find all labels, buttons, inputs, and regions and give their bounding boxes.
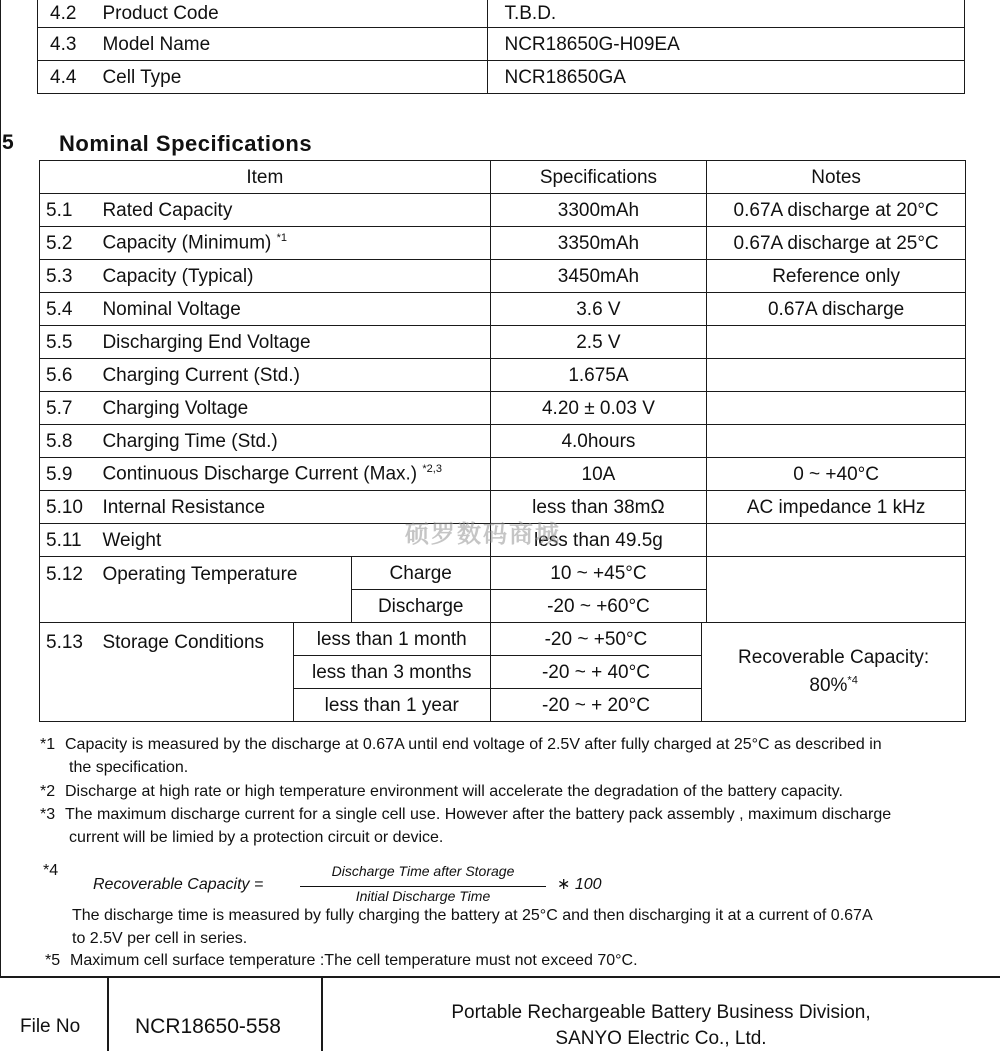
table-row [38,61,965,94]
row-item: Charging Voltage [94,392,490,425]
row-number: 4.4 [38,61,95,94]
file-no-label: File No [20,1016,81,1037]
row-item-cell [94,227,490,260]
row-number: 5.4 [40,293,95,326]
footnote-5 [45,949,995,972]
table-row [38,28,965,61]
document-footer [0,976,1000,1051]
row-item-cell [94,458,490,491]
row-number: 5.5 [40,326,95,359]
row-label: Cell Type [94,61,488,94]
row-item: Charging Time (Std.) [94,425,490,458]
sub-condition: Charge [351,557,490,590]
fraction-line [300,886,546,887]
footnote-4-text [72,904,992,950]
table-row [40,557,966,590]
row-number: 4.2 [38,0,95,28]
footnote-ref: *4 [847,674,858,687]
row-item: Charging Current (Std.) [94,359,490,392]
row-note: 0.67A discharge [707,293,966,326]
row-item: Internal Resistance [94,491,490,524]
row-value: NCR18650G-H09EA [488,28,965,61]
row-number: 5.13 [40,623,95,722]
table-row [40,260,966,293]
row-number: 5.9 [40,458,95,491]
row-spec: -20 ~ + 40°C [490,656,702,689]
header-specifications: Specifications [490,161,707,194]
table-row [40,194,966,227]
row-item: Rated Capacity [94,194,490,227]
row-note: AC impedance 1 kHz [707,491,966,524]
footnote-mark: *3 [40,806,56,823]
row-spec: 10 ~ +45°C [490,557,707,590]
row-number: 5.6 [40,359,95,392]
row-item: Operating Temperature [94,557,351,623]
row-note: 0 ~ +40°C [707,458,966,491]
footnote-text: Maximum cell surface temperature :The cell temperature must not exceed 70°C. [70,952,638,969]
footnote-text: The discharge time is measured by fully charging the battery at 25°C and then discharging it at a current of 0.67A [72,907,873,924]
note-line-2: 80% [809,675,848,696]
section-title: Nominal Specifications [59,131,313,156]
note-line-1: Recoverable Capacity: [738,646,930,668]
row-label: Model Name [94,28,488,61]
division-name: Portable Rechargeable Battery Business Division, [451,1002,871,1023]
row-note [707,524,966,557]
table-row [40,326,966,359]
footnote-1 [40,733,990,779]
table-row [40,425,966,458]
row-spec: 4.0hours [490,425,707,458]
row-number: 5.10 [40,491,95,524]
table-row [40,359,966,392]
footnote-text-cont: to 2.5V per cell in series. [72,930,248,948]
header-item: Item [40,161,491,194]
table-row [40,227,966,260]
footnote-text-cont: the specification. [69,759,189,777]
row-note [707,326,966,359]
table-row [38,0,965,28]
row-spec: -20 ~ +60°C [490,590,707,623]
row-value: T.B.D. [488,0,965,28]
footnote-text: Discharge at high rate or high temperature environment will accelerate the degradation of the battery capacity. [65,783,843,800]
row-number: 5.12 [40,557,95,623]
formula-denominator: Initial Discharge Time [355,888,491,904]
row-item: Storage Conditions [94,623,293,722]
section-number: 5 [2,131,14,154]
row-number: 4.3 [38,28,95,61]
footnote-text: The maximum discharge current for a single cell use. However after the battery pack assembly , maximum discharge [65,806,892,823]
row-spec: 3300mAh [490,194,707,227]
footnote-mark: *1 [40,736,56,753]
row-spec: less than 38mΩ [490,491,707,524]
recoverable-capacity-note [702,623,966,722]
footnote-text: Capacity is measured by the discharge at 0.67A until end voltage of 2.5V after fully charged at 25°C as described in [65,736,882,753]
company-name: SANYO Electric Co., Ltd. [555,1028,767,1049]
row-item: Capacity (Typical) [94,260,490,293]
formula-numerator: Discharge Time after Storage [331,863,515,879]
row-spec: 3350mAh [490,227,707,260]
row-item: Weight [94,524,490,557]
row-number: 5.11 [40,524,95,557]
row-spec: 3.6 V [490,293,707,326]
file-no-value: NCR18650-558 [135,1015,281,1038]
row-spec: 3450mAh [490,260,707,293]
formula-label: Recoverable Capacity = [93,876,264,893]
formula-multiplier: ∗ 100 [557,876,602,893]
page-left-border [0,0,1,976]
table-row [40,623,966,656]
row-item: Capacity (Minimum) [102,232,272,254]
footer-divider [107,978,109,1051]
row-note [707,359,966,392]
row-note [707,425,966,458]
row-note [707,557,966,623]
sub-condition: less than 1 year [293,689,490,722]
row-number: 5.2 [40,227,95,260]
row-number: 5.1 [40,194,95,227]
row-spec: -20 ~ +50°C [490,623,702,656]
watermark: 硕罗数码商城 [405,521,561,548]
table-row [40,293,966,326]
row-spec: 10A [490,458,707,491]
row-number: 5.3 [40,260,95,293]
sub-condition: less than 1 month [293,623,490,656]
row-spec: 2.5 V [490,326,707,359]
row-note: 0.67A discharge at 20°C [707,194,966,227]
row-value: NCR18650GA [488,61,965,94]
sub-condition: Discharge [351,590,490,623]
footnote-3 [40,803,990,849]
row-number: 5.7 [40,392,95,425]
table-header-row [40,161,966,194]
row-item: Continuous Discharge Current (Max.) [102,463,418,485]
row-number: 5.8 [40,425,95,458]
table-row [40,392,966,425]
row-note: Reference only [707,260,966,293]
row-label: Product Code [94,0,488,28]
row-spec: -20 ~ + 20°C [490,689,702,722]
sub-condition: less than 3 months [293,656,490,689]
row-spec: 1.675A [490,359,707,392]
row-item: Nominal Voltage [94,293,490,326]
nominal-spec-table [39,160,966,722]
row-note: 0.67A discharge at 25°C [707,227,966,260]
footnote-ref: *2,3 [422,463,442,476]
footnote-ref: *1 [276,232,288,245]
row-item: Discharging End Voltage [94,326,490,359]
footnote-mark: *2 [40,783,56,800]
footnote-2 [40,780,990,803]
footnote-text-cont: current will be limied by a protection circuit or device. [69,829,444,847]
footnote-mark: *4 [43,862,59,879]
footnote-mark: *5 [45,952,61,969]
row-note [707,392,966,425]
row-spec: less than 49.5g [490,524,707,557]
product-info-table [37,0,965,94]
row-spec: 4.20 ± 0.03 V [490,392,707,425]
header-notes: Notes [707,161,966,194]
table-row [40,458,966,491]
